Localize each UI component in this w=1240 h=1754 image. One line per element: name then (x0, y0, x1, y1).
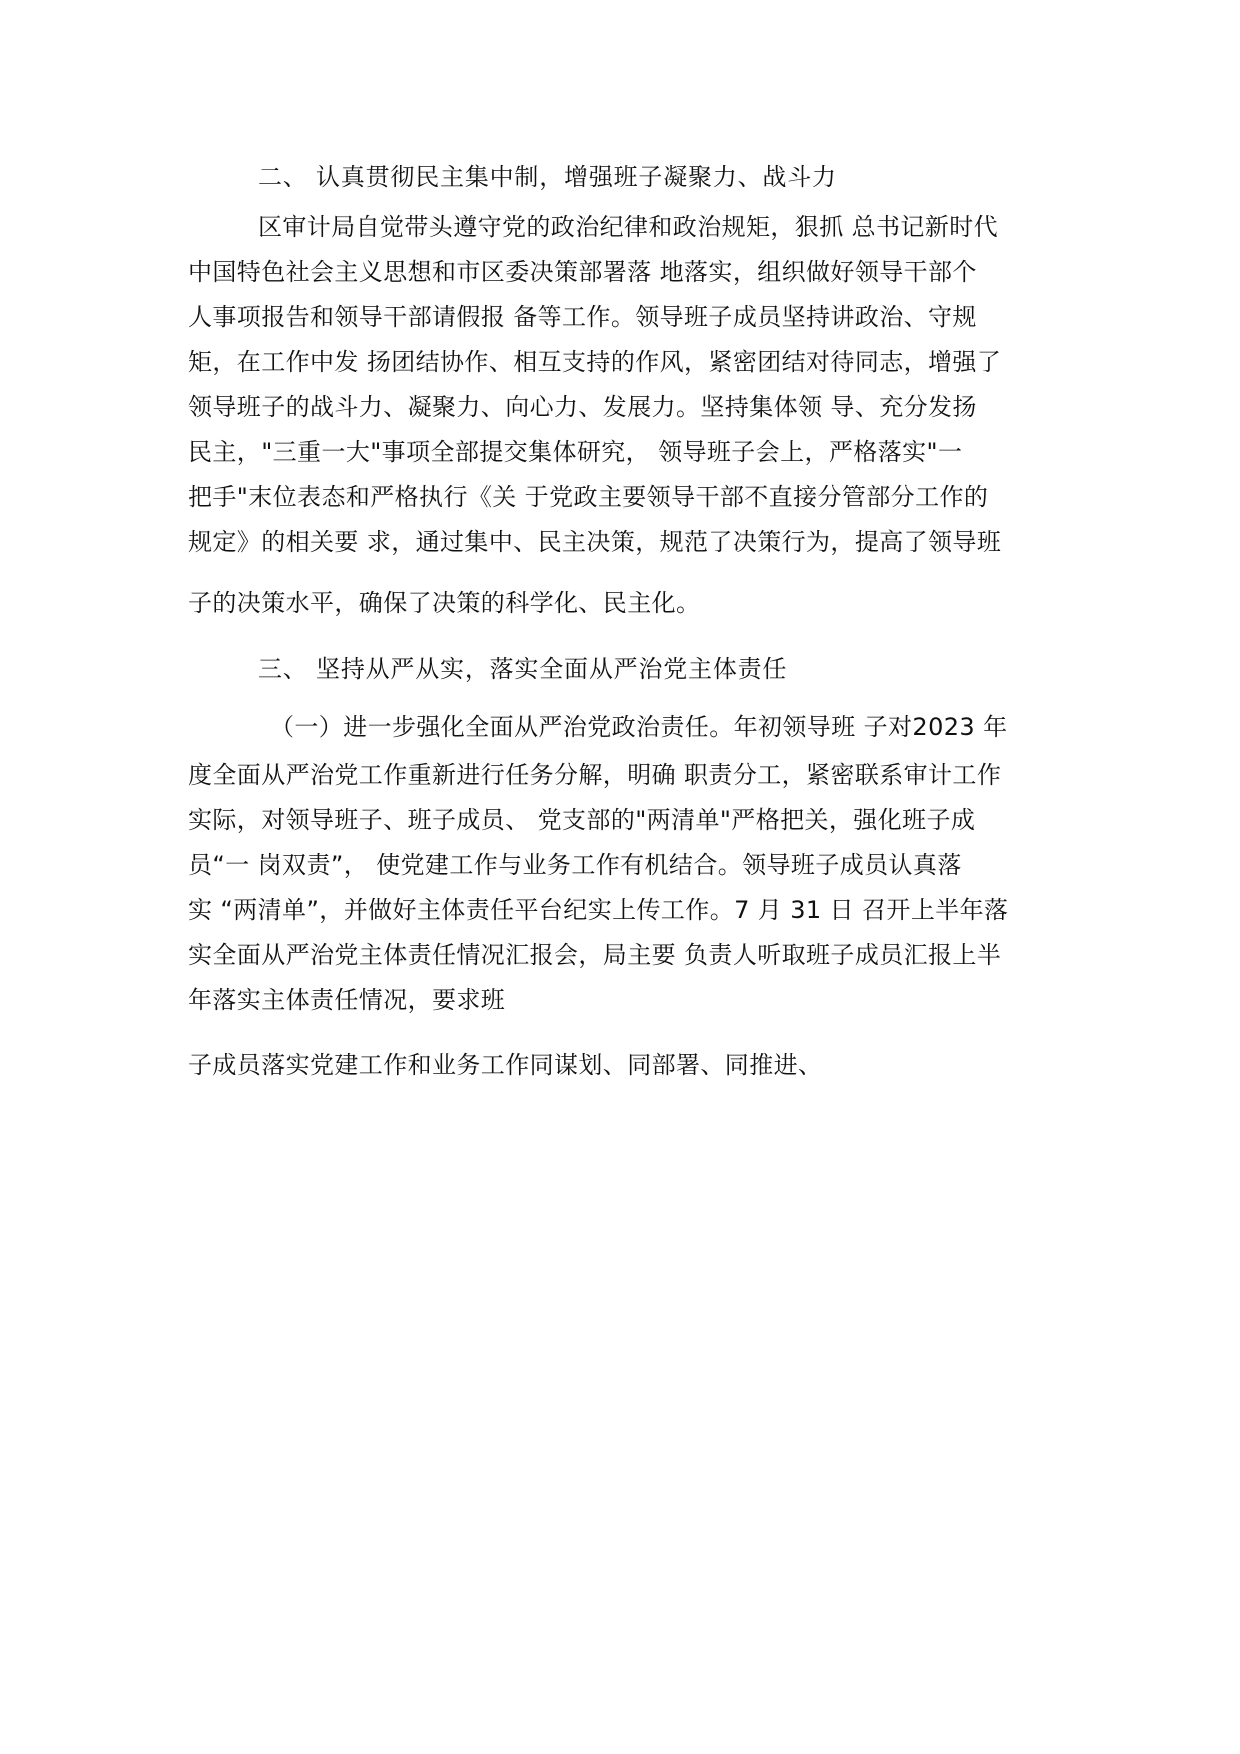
paragraph-line: 实际，对领导班子、班子成员、 党支部的"两清单"严格把关，强化班子成 (188, 806, 976, 834)
section-2-heading: 二、 认真贯彻民主集中制，增强班子凝聚力、战斗力 (258, 163, 837, 191)
paragraph-line: （一）进一步强化全面从严治党政治责任。年初领导班 子对2023 年 (270, 713, 1008, 741)
paragraph-line: 子成员落实党建工作和业务工作同谋划、同部署、同推进、 (188, 1051, 823, 1079)
paragraph-line: 中国特色社会主义思想和市区委决策部署落 地落实，组织做好领导干部个 (188, 258, 977, 286)
paragraph-line: 规定》的相关要 求，通过集中、民主决策，规范了决策行为，提高了领导班 (188, 528, 1002, 556)
paragraph-line: 子的决策水平，确保了决策的科学化、民主化。 (188, 589, 701, 617)
section-3-heading: 三、 坚持从严从实，落实全面从严治党主体责任 (258, 655, 788, 683)
paragraph-line: 领导班子的战斗力、凝聚力、向心力、发展力。坚持集体领 导、充分发扬 (188, 393, 977, 421)
paragraph-line: 人事项报告和领导干部请假报 备等工作。领导班子成员坚持讲政治、守规 (188, 303, 977, 331)
paragraph-line: 度全面从严治党工作重新进行任务分解，明确 职责分工，紧密联系审计工作 (188, 761, 1002, 789)
paragraph-line: 实 “两清单”，并做好主体责任平台纪实上传工作。7 月 31 日 召开上半年落 (188, 896, 1009, 924)
paragraph-line: 民主，"三重一大"事项全部提交集体研究， 领导班子会上，严格落实"一 (188, 438, 963, 466)
paragraph-line: 矩，在工作中发 扬团结协作、相互支持的作风，紧密团结对待同志，增强了 (188, 348, 1002, 376)
paragraph-line: 年落实主体责任情况，要求班 (188, 986, 506, 1014)
paragraph-line: 员“一 岗双责”， 使党建工作与业务工作有机结合。领导班子成员认真落 (188, 851, 962, 879)
paragraph-line: 区审计局自觉带头遵守党的政治纪律和政治规矩，狠抓 总书记新时代 (258, 213, 999, 241)
paragraph-line: 实全面从严治党主体责任情况汇报会，局主要 负责人听取班子成员汇报上半 (188, 941, 1002, 969)
paragraph-line: 把手"末位表态和严格执行《关 于党政主要领导干部不直接分管部分工作的 (188, 483, 989, 511)
